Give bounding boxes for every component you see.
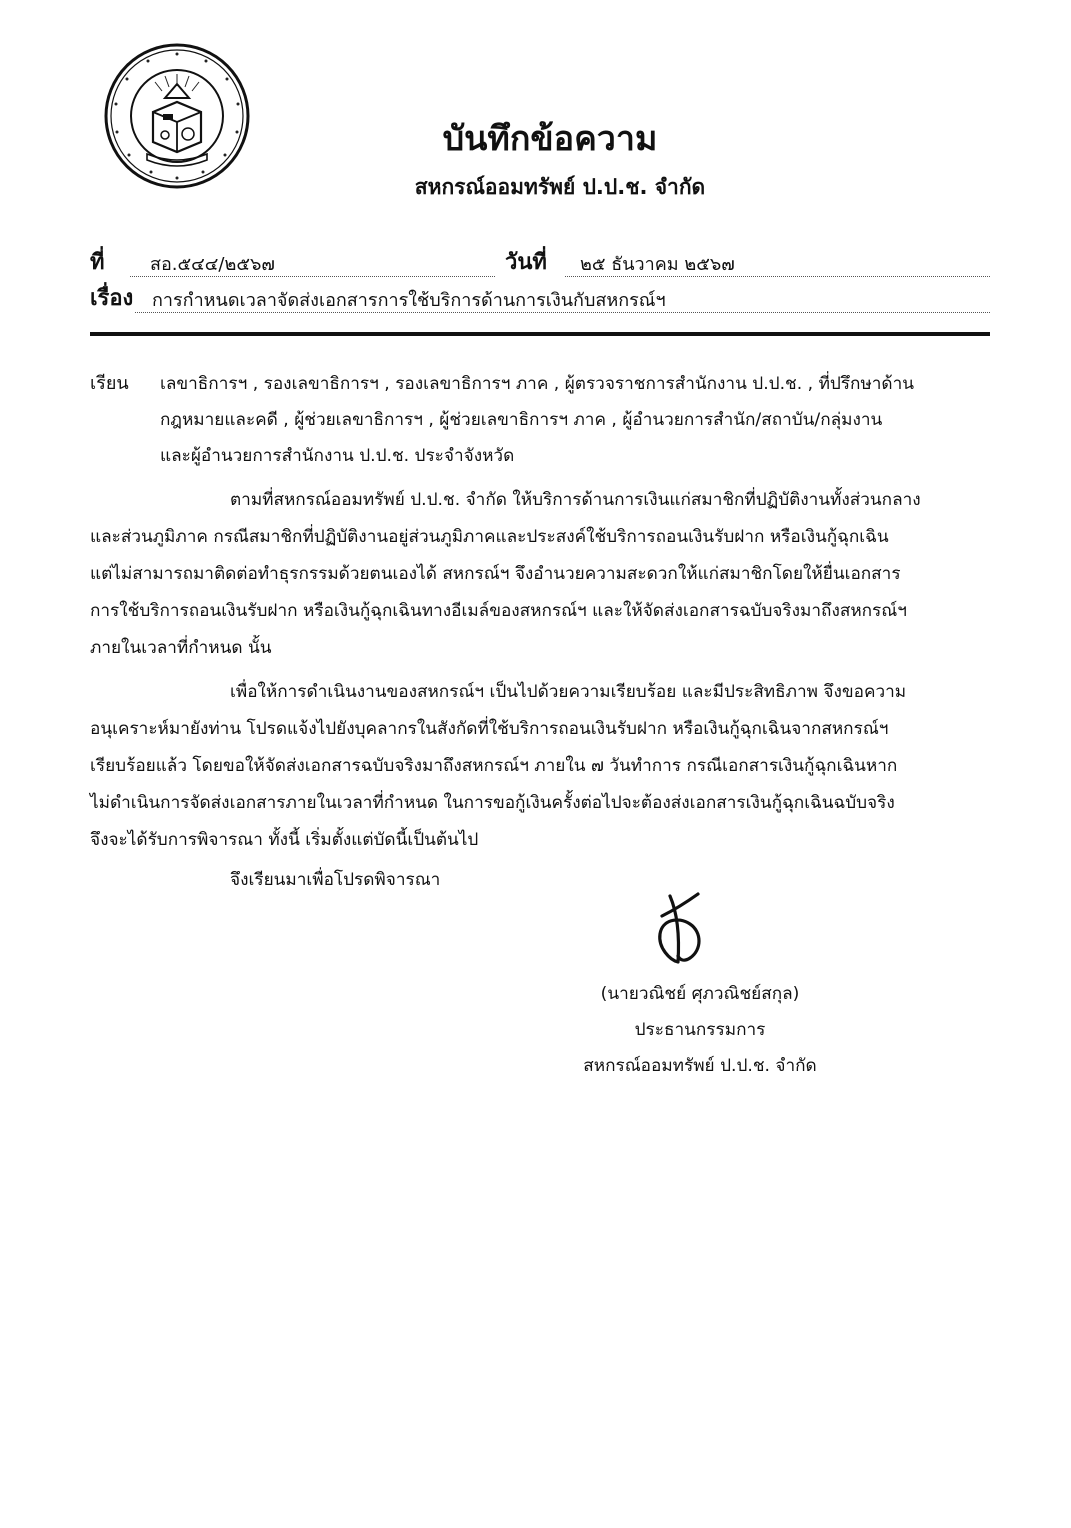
recipient-line: เลขาธิการฯ , รองเลขาธิการฯ , รองเลขาธิการฯ ภาค , ผู้ตรวจราชการสำนักงาน ป.ป.ช. , ที่ปรึกษาด้าน xyxy=(160,374,914,394)
paragraph-line: จึงจะได้รับการพิจารณา ทั้งนี้ เริ่มตั้งแต่บัดนี้เป็นต้นไป xyxy=(90,830,479,850)
paragraph-line: เรียบร้อยแล้ว โดยขอให้จัดส่งเอกสารฉบับจริงมาถึงสหกรณ์ฯ ภายใน ๗ วันทำการ กรณีเอกสารเงินกู้ฉุกเฉินหาก xyxy=(90,756,898,776)
recipient-line: กฎหมายและคดี , ผู้ช่วยเลขาธิการฯ , ผู้ช่วยเลขาธิการฯ ภาค , ผู้อำนวยการสำนัก/สถาบัน/กลุ่มงาน xyxy=(160,410,883,430)
signer-name: (นายวณิชย์ ศุภวณิชย์สกุล) xyxy=(600,984,800,1004)
cooperative-seal-icon xyxy=(103,42,251,190)
signature-block xyxy=(540,976,860,1084)
body-paragraph-2 xyxy=(90,674,990,859)
signer-organization: สหกรณ์ออมทรัพย์ ป.ป.ช. จำกัด xyxy=(583,1056,817,1076)
date-value: ๒๕ ธันวาคม ๒๕๖๗ xyxy=(580,254,735,275)
ref-value: สอ.๕๔๔/๒๕๖๗ xyxy=(150,254,275,275)
document-title: บันทึกข้อความ xyxy=(442,119,658,159)
subject-value: การกำหนดเวลาจัดส่งเอกสารการใช้บริการด้านการเงินกับสหกรณ์ฯ xyxy=(152,290,666,311)
organization-name: สหกรณ์ออมทรัพย์ ป.ป.ช. จำกัด xyxy=(414,175,706,199)
date-dotted-line xyxy=(565,276,990,277)
subject-label: เรื่อง xyxy=(90,286,134,311)
paragraph-line: ไม่ดำเนินการจัดส่งเอกสารภายในเวลาที่กำหนด ในการขอกู้เงินครั้งต่อไปจะต้องส่งเอกสารเงินกู้ฉุกเฉินฉบับจริง xyxy=(90,793,895,813)
header-divider xyxy=(90,332,990,336)
date-label: วันที่ xyxy=(505,250,547,275)
ref-dotted-line xyxy=(130,276,495,277)
ref-label: ที่ xyxy=(90,250,105,275)
paragraph-line: แต่ไม่สามารถมาติดต่อทำธุรกรรมด้วยตนเองได้ สหกรณ์ฯ จึงอำนวยความสะดวกให้แก่สมาชิกโดยให้ยื่นเอกสาร xyxy=(90,564,901,584)
recipient-label: เรียน xyxy=(90,373,129,394)
paragraph-line: ภายในเวลาที่กำหนด นั้น xyxy=(90,638,272,658)
handwritten-signature-icon xyxy=(640,890,730,968)
paragraph-line: ตามที่สหกรณ์ออมทรัพย์ ป.ป.ช. จำกัด ให้บริการด้านการเงินแก่สมาชิกที่ปฏิบัติงานทั้งส่วนกลาง xyxy=(230,490,921,510)
body-paragraph-1 xyxy=(90,482,990,667)
signer-position: ประธานกรรมการ xyxy=(634,1020,766,1040)
closing-line: จึงเรียนมาเพื่อโปรดพิจารณา xyxy=(230,870,441,890)
paragraph-line: การใช้บริการถอนเงินรับฝาก หรือเงินกู้ฉุกเฉินทางอีเมล์ของสหกรณ์ฯ และให้จัดส่งเอกสารฉบับจริงมาถึงสหกรณ์ฯ xyxy=(90,601,907,621)
subject-dotted-line xyxy=(135,312,990,313)
recipient-line: และผู้อำนวยการสำนักงาน ป.ป.ช. ประจำจังหวัด xyxy=(160,446,515,466)
paragraph-line: เพื่อให้การดำเนินงานของสหกรณ์ฯ เป็นไปด้วยความเรียบร้อย และมีประสิทธิภาพ จึงขอความ xyxy=(230,682,907,702)
paragraph-line: และส่วนภูมิภาค กรณีสมาชิกที่ปฏิบัติงานอยู่ส่วนภูมิภาคและประสงค์ใช้บริการถอนเงินรับฝาก หรือเงินกู้ฉุกเฉิน xyxy=(90,527,889,547)
recipient-list xyxy=(160,366,990,474)
paragraph-line: อนุเคราะห์มายังท่าน โปรดแจ้งไปยังบุคลากรในสังกัดที่ใช้บริการถอนเงินรับฝาก หรือเงินกู้ฉุกเฉินจากสหกรณ์ฯ xyxy=(90,719,889,739)
